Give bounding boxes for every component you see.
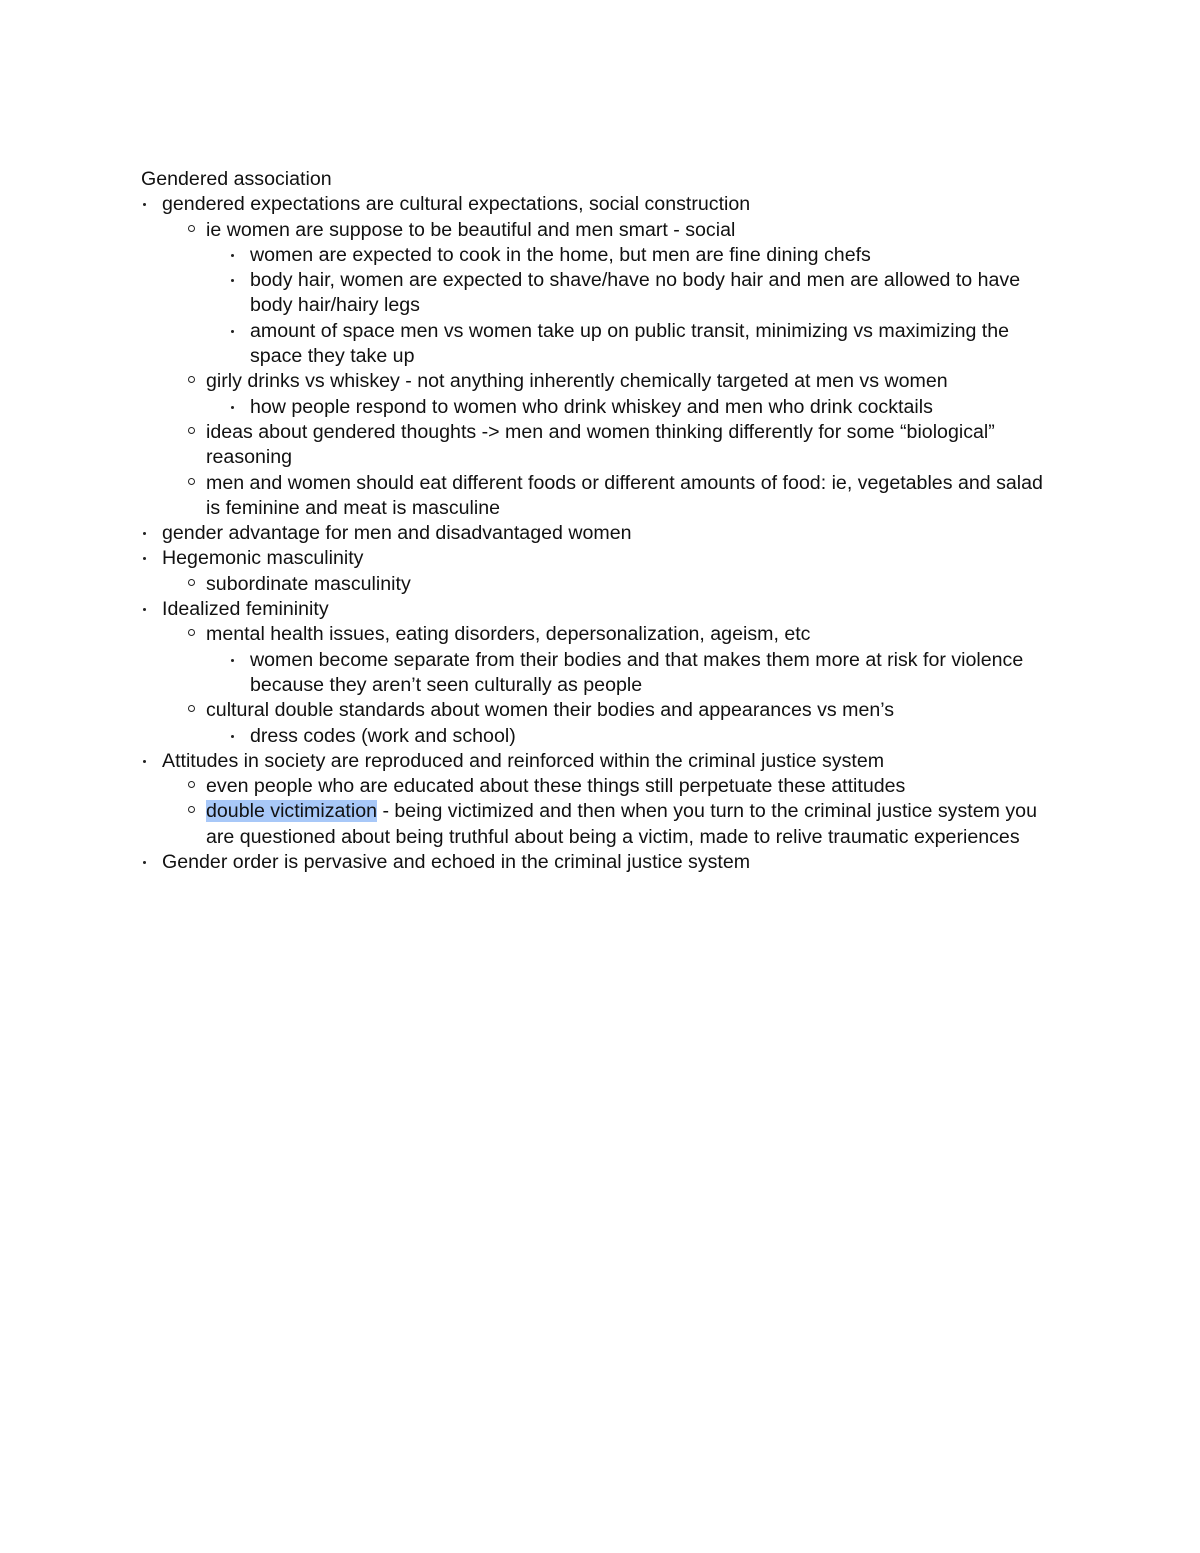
bullet-icon xyxy=(141,597,162,622)
outline-item-text: ideas about gendered thoughts -> men and women thinking differently for some “biological” reasoning xyxy=(206,420,995,469)
hollow-bullet-icon xyxy=(185,774,206,799)
outline-item-level-1 xyxy=(141,192,1061,217)
outline-item-text: cultural double standards about women their bodies and appearances vs men’s xyxy=(206,699,895,722)
hollow-bullet-icon xyxy=(185,572,206,597)
bullet-icon xyxy=(229,319,250,344)
outline-item-text: body hair, women are expected to shave/have no body hair and men are allowed to have body hair/hairy legs xyxy=(250,269,1021,317)
outline-item-text: women become separate from their bodies and that makes them more at risk for violence because they aren’t seen culturally as people xyxy=(250,648,1024,696)
bullet-icon xyxy=(141,546,162,571)
outline-item-level-2 xyxy=(141,774,1061,799)
outline-item-level-2 xyxy=(141,369,1061,394)
outline-item-level-2 xyxy=(141,572,1061,597)
document-heading: Gendered association xyxy=(141,168,332,190)
outline-item-text: subordinate masculinity xyxy=(206,572,411,595)
outline-item-text: dress codes (work and school) xyxy=(250,724,516,747)
outline-item-text: even people who are educated about these things still perpetuate these attitudes xyxy=(206,775,906,798)
outline-item-text: how people respond to women who drink whiskey and men who drink cocktails xyxy=(250,395,933,418)
hollow-bullet-icon xyxy=(185,622,206,647)
outline-item-level-1 xyxy=(141,850,1061,875)
bullet-icon xyxy=(229,724,250,749)
outline-item-text: gender advantage for men and disadvantaged women xyxy=(162,522,632,545)
outline-item-text: Attitudes in society are reproduced and reinforced within the criminal justice system xyxy=(162,749,885,772)
outline-item-text: girly drinks vs whiskey - not anything inherently chemically targeted at men vs women xyxy=(206,370,948,393)
outline-item-text: Hegemonic masculinity xyxy=(162,547,364,570)
outline-item-text: men and women should eat different foods or different amounts of food: ie, vegetables and salad is feminine and meat is masculine xyxy=(206,471,1043,519)
outline-item-text: women are expected to cook in the home, but men are fine dining chefs xyxy=(250,243,871,266)
outline-item-level-1 xyxy=(141,521,1061,546)
hollow-bullet-icon xyxy=(185,218,206,243)
hollow-bullet-icon xyxy=(185,369,206,394)
bullet-icon xyxy=(229,243,250,268)
outline-item-level-2 xyxy=(141,799,1061,850)
bullet-icon xyxy=(141,749,162,774)
outline-item-text: Gender order is pervasive and echoed in the criminal justice system xyxy=(162,851,751,874)
outline-item-text: ie women are suppose to be beautiful and men smart - social xyxy=(206,218,736,241)
outline-item-text: amount of space men vs women take up on public transit, minimizing vs maximizing the space they take up xyxy=(250,319,1010,368)
outline-item-level-3 xyxy=(141,395,1061,420)
outline-item-level-2 xyxy=(141,471,1061,522)
outline-item-level-3 xyxy=(141,319,1061,370)
bullet-icon xyxy=(229,268,250,293)
outline-item-level-2 xyxy=(141,218,1061,243)
outline-item-text: Idealized femininity xyxy=(162,598,329,621)
bullet-icon xyxy=(141,850,162,875)
hollow-bullet-icon xyxy=(185,471,206,496)
highlighted-text[interactable]: double victimization xyxy=(206,800,377,823)
outline-item-text: - being victimized and then when you turn to the criminal justice system you are questioned about being truthful about being a victim, made to relive traumatic experiences xyxy=(206,800,1037,848)
outline-item-level-1 xyxy=(141,597,1061,622)
bullet-icon xyxy=(229,648,250,673)
outline-item-level-3 xyxy=(141,648,1061,699)
hollow-bullet-icon xyxy=(185,799,206,824)
outline-item-level-1 xyxy=(141,749,1061,774)
outline-item-level-2 xyxy=(141,622,1061,647)
outline-list xyxy=(141,192,1061,875)
outline-item-level-3 xyxy=(141,724,1061,749)
outline-item-level-3 xyxy=(141,268,1061,319)
hollow-bullet-icon xyxy=(185,420,206,445)
outline-item-level-2 xyxy=(141,698,1061,723)
hollow-bullet-icon xyxy=(185,698,206,723)
outline-item-level-2 xyxy=(141,420,1061,471)
outline-item-level-1 xyxy=(141,546,1061,571)
bullet-icon xyxy=(229,395,250,420)
outline-item-text: mental health issues, eating disorders, depersonalization, ageism, etc xyxy=(206,623,811,646)
document-body xyxy=(141,167,1061,875)
outline-item-level-3 xyxy=(141,243,1061,268)
outline-item-text: gendered expectations are cultural expectations, social construction xyxy=(162,193,751,216)
bullet-icon xyxy=(141,521,162,546)
bullet-icon xyxy=(141,192,162,217)
